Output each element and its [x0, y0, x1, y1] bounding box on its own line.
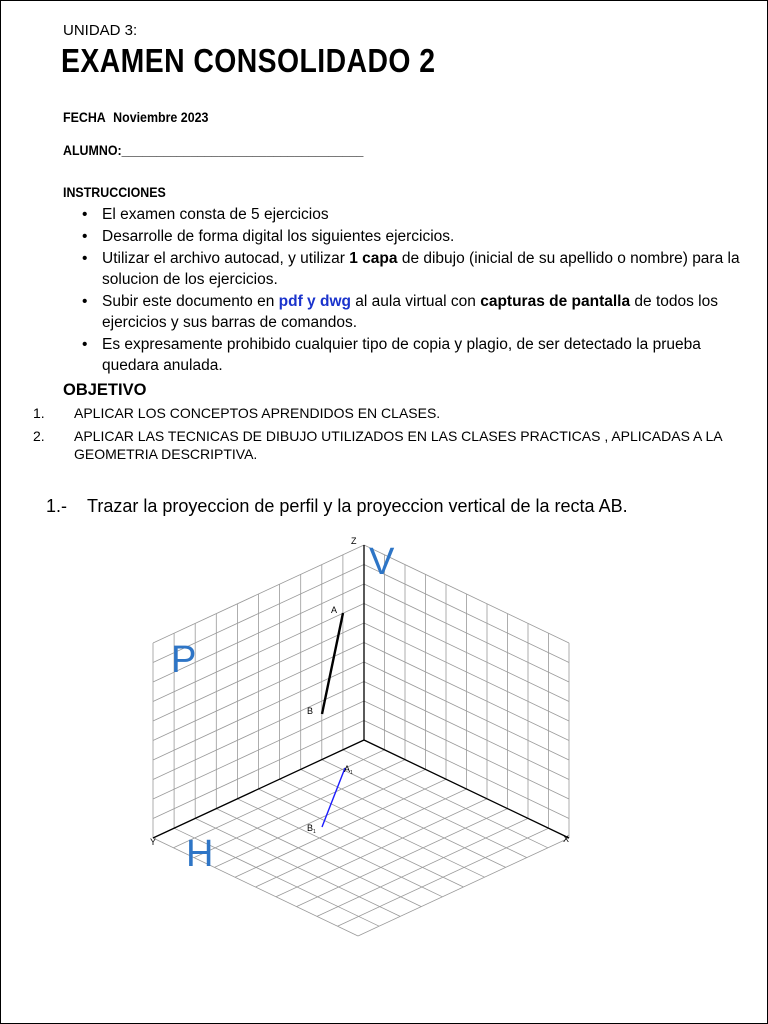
date-value: Noviembre 2023 [113, 110, 209, 125]
grid-line [317, 818, 528, 916]
bullet: • [82, 250, 88, 267]
list-item: • Utilizar el archivo autocad, y utilizar 1 capa de dibujo (inicial de su apellido o nombre) para la solucion de los ejercicios. [82, 250, 740, 288]
axis-label-x: X [563, 834, 570, 844]
point-label-a1: $A_1$ [344, 764, 353, 776]
point-label-a: A [331, 605, 338, 615]
plane-grid [153, 545, 569, 936]
list-item: • El examen consta de 5 ejercicios [82, 206, 329, 223]
date-label: FECHA [63, 110, 106, 125]
segment-ab [322, 613, 343, 714]
exercise-number: 1.- [46, 496, 68, 516]
bullet: • [82, 293, 88, 310]
line-ab [322, 613, 343, 714]
list-item: • Subir este documento en pdf y dwg al aula virtual con capturas de pantalla de todos los ejercicios y sus barras de comandos. [82, 293, 719, 331]
grid-line [237, 799, 442, 897]
plane-label-p: P [171, 639, 197, 681]
axis-label-y: Y [150, 837, 157, 847]
grid-line [338, 828, 549, 926]
exam-title: EXAMEN CONSOLIDADO 2 [61, 42, 436, 79]
grid-line [259, 789, 464, 887]
grid-line [297, 809, 508, 907]
bullet: • [82, 206, 88, 223]
list-item: • Desarrolle de forma digital los siguientes ejercicios. [82, 228, 455, 245]
list-item: 1. APLICAR LOS CONCEPTOS APRENDIDOS EN CLASES. [33, 405, 441, 421]
plane-label-h: H [186, 833, 214, 875]
grid-line [216, 809, 421, 907]
grid-line [153, 838, 358, 936]
unit-label: UNIDAD 3: [63, 22, 138, 39]
grid-line [195, 818, 400, 916]
list-item: 2. APLICAR LAS TECNICAS DE DIBUJO UTILIZADOS EN LAS CLASES PRACTICAS , APLICADAS A LA GEOMETRIA DESCRIPTIVA. [33, 428, 722, 462]
student-name-line: ALUMNO:___________________________________ [63, 143, 364, 158]
axis-label-z: Z [351, 536, 357, 546]
exercise-text: Trazar la proyeccion de perfil y la proyeccion vertical de la recta AB. [87, 496, 628, 516]
list-item: • Es expresamente prohibido cualquier tipo de copia y plagio, de ser detectado la prueba quedara anulada. [82, 336, 701, 374]
point-label-b1: $B_1$ [307, 823, 316, 835]
bullet: • [82, 228, 88, 245]
grid-line [358, 838, 569, 936]
objective-heading: OBJETIVO [63, 381, 147, 399]
point-label-b: B [307, 706, 314, 716]
plane-label-v: V [369, 541, 395, 583]
bullet: • [82, 336, 88, 353]
grid-line [276, 799, 487, 897]
instructions-heading: INSTRUCCIONES [63, 185, 166, 200]
